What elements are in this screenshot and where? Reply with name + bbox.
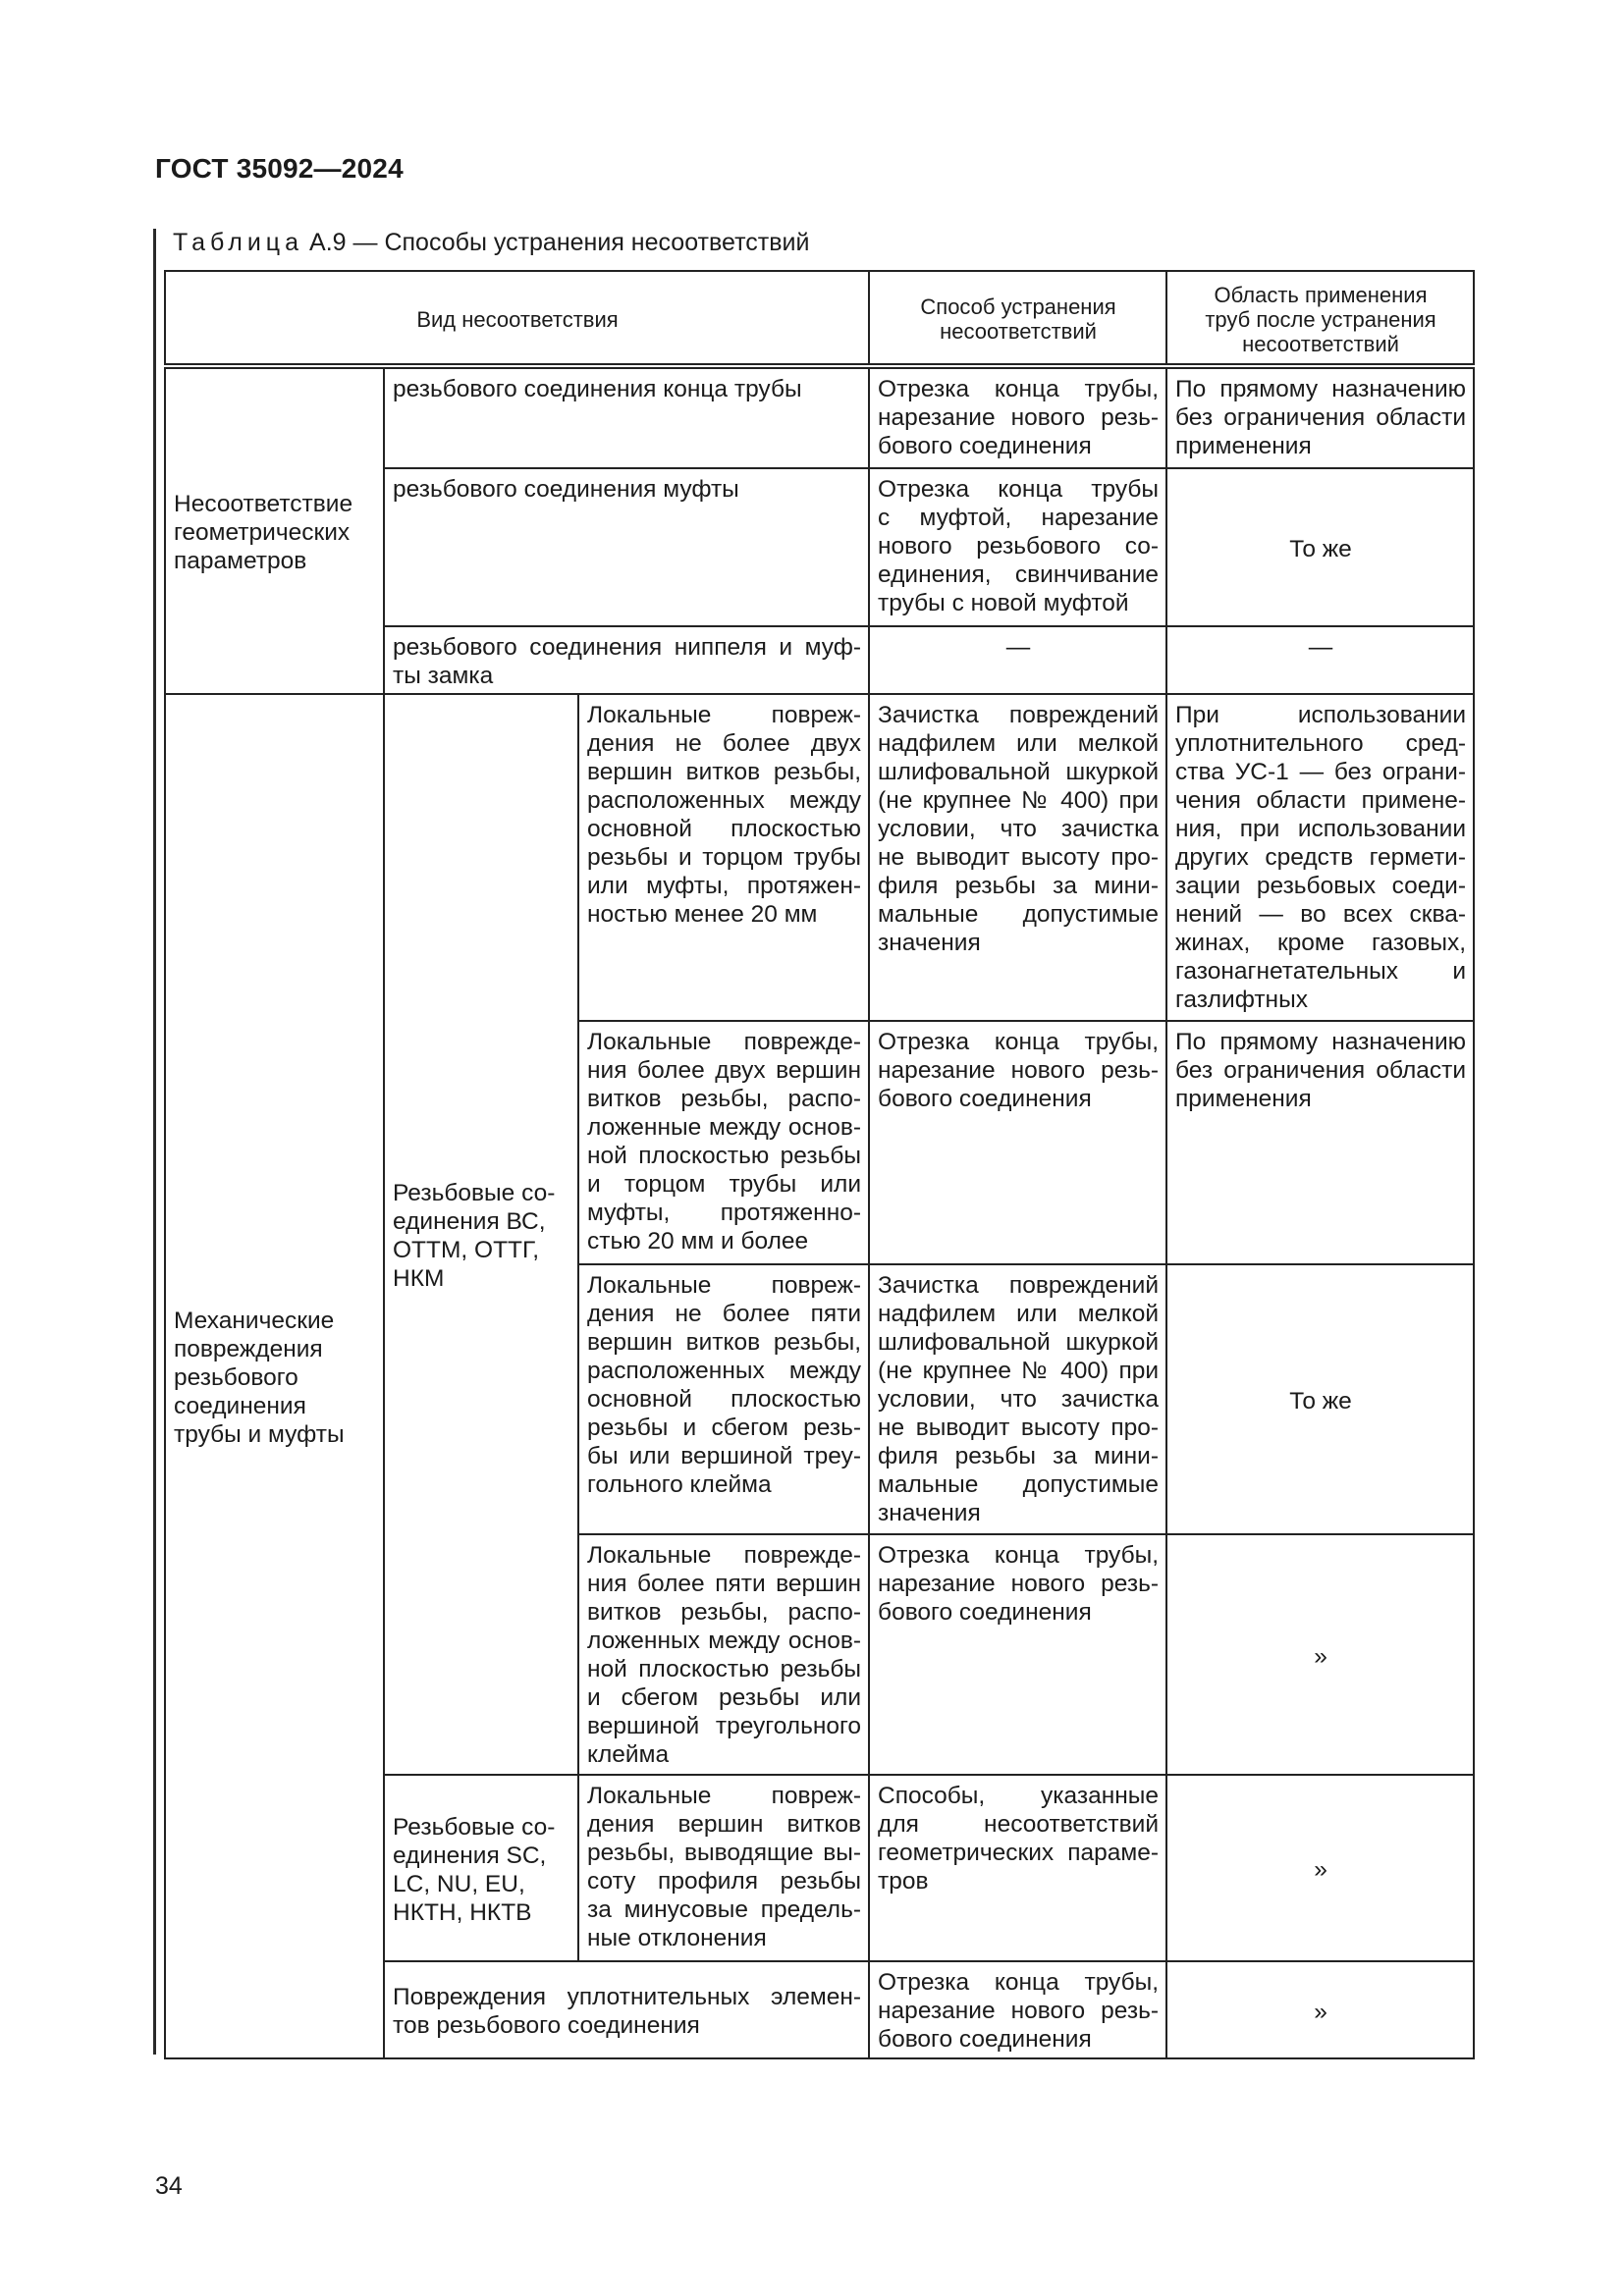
text-line: резьбы и торцом трубы <box>587 844 862 871</box>
text-line: ства УС-1 — без ограни- <box>1175 759 1467 785</box>
page-number: 34 <box>155 2172 183 2200</box>
text-line: чения области примене- <box>1175 787 1467 814</box>
text-line: Механические <box>174 1308 335 1334</box>
scope-cell <box>1166 1534 1474 1775</box>
table-caption-text: А.9 — Способы устранения несоответствий <box>309 229 810 256</box>
text-line: для несоответствий <box>878 1811 1160 1838</box>
text-line: » <box>1314 1998 1327 2025</box>
text-line: надфилем или мелкой <box>878 1301 1160 1327</box>
text-line: резьбы, выводящие вы- <box>587 1840 862 1866</box>
text-line: гольного клейма <box>587 1471 772 1498</box>
text-line: нений — во всех сква- <box>1175 901 1467 928</box>
text-line: газонагнетательных и <box>1175 958 1467 985</box>
text-line: дения не более пяти <box>587 1301 862 1327</box>
text-line: основной плоскостью <box>587 1386 862 1413</box>
text-line: бового соединения <box>878 1086 1092 1112</box>
text-line: соту профиля резьбы <box>587 1868 862 1895</box>
text-line: надфилем или мелкой <box>878 730 1160 757</box>
text-line: вершин витков резьбы, <box>587 1329 862 1356</box>
text-line: мальные допустимые <box>878 901 1160 928</box>
text-line: резьбового <box>174 1364 298 1391</box>
text-line: нарезание нового резь- <box>878 1998 1160 2024</box>
header-application-scope <box>1166 271 1474 366</box>
text-line: не выводит высоту про- <box>878 1415 1160 1441</box>
scope-cell <box>1166 1961 1474 2058</box>
text-line: резьбового соединения конца трубы <box>393 376 802 402</box>
document-standard-header: ГОСТ 35092—2024 <box>155 153 404 184</box>
method-cell <box>869 366 1166 468</box>
text-line: геометрических <box>174 519 351 546</box>
method-cell <box>869 626 1166 694</box>
nonconformity-type-cell <box>384 626 869 694</box>
text-line: труб после устранения <box>1205 306 1436 332</box>
text-line: ной плоскостью резьбы <box>587 1143 862 1169</box>
text-line: параметров <box>174 548 307 574</box>
category-geometric <box>165 366 384 694</box>
text-line: LC, NU, EU, <box>393 1870 525 1897</box>
damage-cell <box>578 1264 869 1534</box>
text-line: Отрезка конца трубы, <box>878 1542 1160 1569</box>
nonconformity-table <box>164 270 1475 2059</box>
text-line: Зачистка повреждений <box>878 702 1160 728</box>
text-line: мальные допустимые <box>878 1471 1160 1498</box>
text-line: Способы, указанные <box>878 1783 1160 1809</box>
table-header-row <box>165 271 1474 366</box>
text-line: Способ устранения <box>920 294 1116 319</box>
text-line: резьбового соединения ниппеля и муф- <box>393 634 862 661</box>
text-line: резьбового соединения муфты <box>393 476 739 503</box>
text-line: за минусовые предель- <box>587 1896 862 1923</box>
text-line: Отрезка конца трубы <box>878 476 1160 503</box>
text-line: ния более двух вершин <box>587 1057 862 1084</box>
text-line: витков резьбы, распо- <box>587 1086 862 1112</box>
connection-type-cell <box>384 694 578 1775</box>
text-line: геометрических параме- <box>878 1840 1160 1866</box>
text-line: применения <box>1175 433 1312 459</box>
text-line: шлифовальной шкуркой <box>878 1329 1160 1356</box>
text-line: Локальные повреж- <box>587 702 862 728</box>
text-line: жинах, кроме газовых, <box>1175 930 1467 956</box>
text-line: Отрезка конца трубы, <box>878 1029 1160 1055</box>
text-line: Область применения <box>1214 282 1428 307</box>
text-line: условии, что зачистка <box>878 1386 1160 1413</box>
scope-cell <box>1166 626 1474 694</box>
text-line: расположенных между <box>587 1358 862 1384</box>
text-line: единения SC, <box>393 1842 547 1869</box>
table-row <box>165 366 1474 468</box>
text-line: основной плоскостью <box>587 816 862 842</box>
table-caption <box>173 229 809 257</box>
text-line: Локальные повреж- <box>587 1272 862 1299</box>
text-line: — <box>1308 634 1333 661</box>
text-line: соединения <box>174 1393 306 1419</box>
text-line: (не крупнее № 400) при <box>878 787 1160 814</box>
damage-cell <box>578 1775 869 1961</box>
text-line: муфты, протяженно- <box>587 1200 862 1226</box>
text-line: несоответствий <box>940 319 1097 344</box>
text-line: ты замка <box>393 663 494 689</box>
text-line: шлифовальной шкуркой <box>878 759 1160 785</box>
text-line: (не крупнее № 400) при <box>878 1358 1160 1384</box>
damage-cell <box>578 1021 869 1264</box>
text-line: нарезание нового резь- <box>878 1571 1160 1597</box>
text-line: условии, что зачистка <box>878 816 1160 842</box>
scope-cell <box>1166 694 1474 1021</box>
text-line: НКМ <box>393 1265 445 1292</box>
text-line: ной плоскостью резьбы <box>587 1656 862 1682</box>
method-cell <box>869 1775 1166 1961</box>
category-mechanical <box>165 694 384 2058</box>
method-cell <box>869 468 1166 626</box>
text-line: ния, при использовании <box>1175 816 1467 842</box>
method-cell <box>869 1961 1166 2058</box>
method-cell <box>869 694 1166 1021</box>
text-line: нарезание нового резь- <box>878 1057 1160 1084</box>
text-line: газлифтных <box>1175 987 1308 1013</box>
damage-cell <box>578 1534 869 1775</box>
nonconformity-type-cell <box>384 1961 869 2058</box>
scope-cell <box>1166 1775 1474 1961</box>
text-line: нового резьбового со- <box>878 533 1160 560</box>
text-line: При использовании <box>1175 702 1467 728</box>
text-line: Локальные поврежде- <box>587 1029 862 1055</box>
text-line: или муфты, протяжен- <box>587 873 862 899</box>
nonconformity-type-cell <box>384 366 869 468</box>
text-line: Отрезка конца трубы, <box>878 376 1160 402</box>
text-line: Повреждения уплотнительных элемен- <box>393 1984 862 2010</box>
table-caption-label: Таблица <box>173 229 304 256</box>
text-line: — <box>1005 634 1031 661</box>
text-line: других средств гермети- <box>1175 844 1467 871</box>
text-line: значения <box>878 1500 981 1526</box>
text-line: трубы и муфты <box>174 1421 345 1448</box>
text-line: витков резьбы, распо- <box>587 1599 862 1626</box>
scope-cell <box>1166 468 1474 626</box>
text-line: вершин витков резьбы, <box>587 759 862 785</box>
text-line: тов резьбового соединения <box>393 2012 700 2039</box>
text-line: не выводит высоту про- <box>878 844 1160 871</box>
text-line: дения вершин витков <box>587 1811 862 1838</box>
nonconformity-type-cell <box>384 468 869 626</box>
method-cell <box>869 1264 1166 1534</box>
text-line: Резьбовые со- <box>393 1813 556 1841</box>
text-line: Несоответствие <box>174 491 353 517</box>
text-line: бового соединения <box>878 433 1092 459</box>
text-line: Локальные поврежде- <box>587 1542 862 1569</box>
text-line: дения не более двух <box>587 730 862 757</box>
text-line: и сбегом резьбы или <box>587 1684 862 1711</box>
method-cell <box>869 1021 1166 1264</box>
text-line: значения <box>878 930 981 956</box>
text-line: Отрезка конца трубы, <box>878 1969 1160 1996</box>
text-line: несоответствий <box>1242 331 1399 356</box>
text-line: » <box>1314 1642 1327 1670</box>
text-line: зации резьбовых соеди- <box>1175 873 1467 899</box>
text-line: ОТТМ, ОТТГ, <box>393 1237 540 1263</box>
text-line: без ограничения области <box>1175 1057 1467 1084</box>
text-line: тров <box>878 1868 929 1895</box>
text-line: По прямому назначению <box>1175 1029 1467 1055</box>
text-line: ложенные между основ- <box>587 1114 862 1141</box>
text-line: филя резьбы за мини- <box>878 1443 1160 1469</box>
text-line: НКТН, НКТВ <box>393 1898 532 1926</box>
table-row <box>165 694 1474 1021</box>
text-line: бового соединения <box>878 2026 1092 2053</box>
text-line: стью 20 мм и более <box>587 1228 809 1255</box>
text-line: бы или вершиной треу- <box>587 1443 862 1469</box>
text-line: ния более пяти вершин <box>587 1571 862 1597</box>
scope-cell <box>1166 1264 1474 1534</box>
text-line: применения <box>1175 1086 1312 1112</box>
text-line: без ограничения области <box>1175 404 1467 431</box>
text-line: уплотнительного сред- <box>1175 730 1467 757</box>
scope-cell <box>1166 1021 1474 1264</box>
text-line: расположенных между <box>587 787 862 814</box>
text-line: клейма <box>587 1741 670 1768</box>
text-line: » <box>1314 1856 1327 1883</box>
text-line: нарезание нового резь- <box>878 404 1160 431</box>
text-line: ные отклонения <box>587 1925 767 1951</box>
damage-cell <box>578 694 869 1021</box>
text-line: ностью менее 20 мм <box>587 901 818 928</box>
text-line: вершиной треугольного <box>587 1713 862 1739</box>
text-line: Зачистка повреждений <box>878 1272 1160 1299</box>
text-line: резьбы и сбегом резь- <box>587 1415 862 1441</box>
text-line: По прямому назначению <box>1175 376 1467 402</box>
text-line: единения, свинчивание <box>878 561 1160 588</box>
text-line: ложенных между основ- <box>587 1628 862 1654</box>
header-nonconformity-type <box>165 271 869 366</box>
text-line: бового соединения <box>878 1599 1092 1626</box>
text-line: и торцом трубы или <box>587 1171 862 1198</box>
text-line: трубы с новой муфтой <box>878 590 1129 616</box>
text-line: Локальные повреж- <box>587 1783 862 1809</box>
text-line: То же <box>1289 535 1352 562</box>
change-bar <box>153 229 156 2055</box>
header-correction-method <box>869 271 1166 366</box>
scope-cell <box>1166 366 1474 468</box>
text-line: филя резьбы за мини- <box>878 873 1160 899</box>
text-line: Вид несоответствия <box>416 306 619 332</box>
text-line: единения ВС, <box>393 1208 546 1235</box>
text-line: с муфтой, нарезание <box>878 505 1160 531</box>
method-cell <box>869 1534 1166 1775</box>
text-line: повреждения <box>174 1336 323 1362</box>
connection-type-cell <box>384 1775 578 1961</box>
text-line: То же <box>1289 1387 1352 1415</box>
text-line: Резьбовые со- <box>393 1180 556 1206</box>
